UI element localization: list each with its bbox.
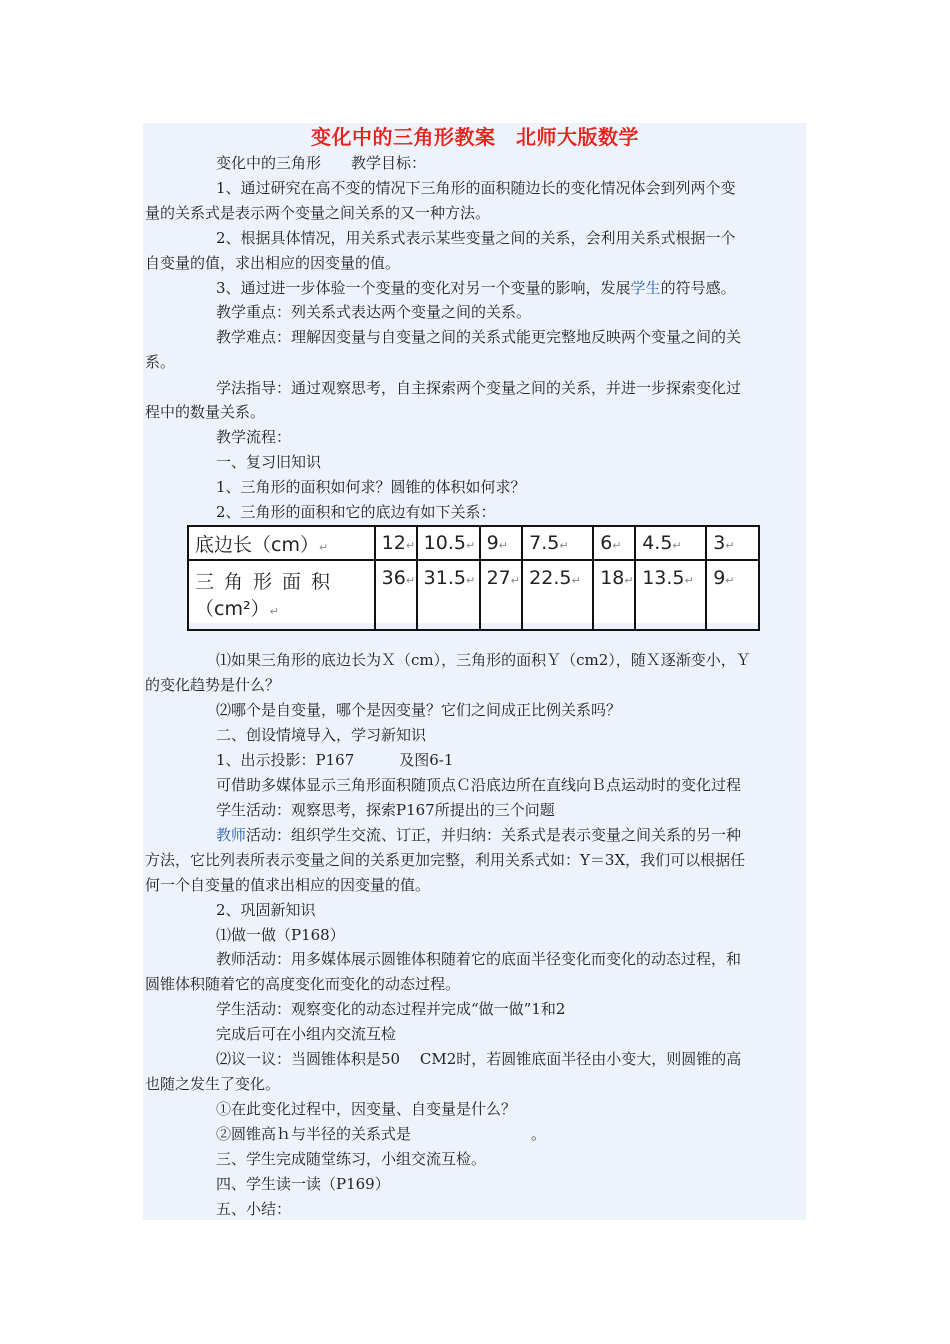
document-title: 变化中的三角形教案 北师大版数学 [311, 125, 639, 149]
paragraph-line: ⑵哪个是自变量，哪个是因变量？它们之间成正比例关系吗？ [216, 701, 622, 719]
paragraph-line: 一、复习旧知识 [216, 453, 322, 471]
table-cell: 12↵ [375, 526, 417, 560]
table-cell: 13.5↵ [635, 560, 706, 630]
paragraph-line: 2、三角形的面积和它的底边有如下关系： [216, 503, 496, 521]
student-link[interactable]: 学生 [630, 279, 661, 297]
paragraph-line: 方法，它比列表所表示变量之间的关系更加完整，利用关系式如：Y＝3X，我们可以根据任 [145, 851, 746, 869]
paragraph-line: 自变量的值，求出相应的因变量的值。 [145, 254, 401, 272]
table-cell: 6↵ [593, 526, 635, 560]
table-cell: 9↵ [706, 560, 759, 630]
table-cell: 9↵ [480, 526, 523, 560]
paragraph-line: 何一个自变量的值求出相应的因变量的值。 [145, 876, 431, 894]
paragraph-line: 变化中的三角形 教学目标： [216, 154, 427, 172]
teacher-link[interactable]: 教师 [216, 826, 247, 844]
table-row [188, 560, 759, 630]
paragraph-line: ⑴做一做（P168） [216, 926, 345, 944]
paragraph-line: 程中的数量关系。 [145, 403, 266, 421]
text-run: 活动：组织学生交流、订正，并归纳：关系式是表示变量之间关系的另一种 [246, 826, 742, 844]
table-cell: 22.5↵ [522, 560, 593, 630]
paragraph-line: 三、学生完成随堂练习，小组交流互检。 [216, 1150, 487, 1168]
paragraph-line: 二、创设情境导入，学习新知识 [216, 726, 427, 744]
paragraph-line: 2、巩固新知识 [216, 901, 316, 919]
paragraph-line: 学生活动：观察变化的动态过程并完成“做一做”1和2 [216, 1000, 566, 1018]
paragraph-line: 教学难点：理解因变量与自变量之间的关系式能更完整地反映两个变量之间的关 [216, 328, 742, 346]
paragraph-line: ⑵议一议：当圆锥体积是50 CM2时，若圆锥底面半径由小变大，则圆锥的高 [216, 1050, 742, 1068]
table-cell: 3↵ [706, 526, 759, 560]
paragraph-line [216, 276, 736, 301]
paragraph-line: 学生活动：观察思考，探索P167所提出的三个问题 [216, 801, 555, 819]
table-cell: 7.5↵ [522, 526, 593, 560]
paragraph-line: 圆锥体积随着它的高度变化而变化的动态过程。 [145, 975, 461, 993]
table-cell: 三角形面积 （cm²）↵ [188, 560, 375, 630]
paragraph-line: ②圆锥高ｈ与半径的关系式是 。 [216, 1125, 547, 1143]
table-row [188, 526, 759, 560]
paragraph-line: 教学重点：列关系式表达两个变量之间的关系。 [216, 303, 532, 321]
paragraph-line: 1、三角形的面积如何求？圆锥的体积如何求？ [216, 478, 526, 496]
paragraph-line: 学法指导：通过观察思考，自主探索两个变量之间的关系，并进一步探索变化过 [216, 379, 742, 397]
paragraph-line: 1、出示投影：P167 及图6-1 [216, 751, 454, 769]
text-run: 3、通过进一步体验一个变量的变化对另一个变量的影响，发展 [216, 279, 631, 297]
paragraph-line: 五、小结： [216, 1200, 292, 1218]
paragraph-line: 2、根据具体情况，用关系式表示某些变量之间的关系，会利用关系式根据一个 [216, 229, 736, 247]
triangle-area-table [187, 525, 760, 623]
paragraph-line: ⑴如果三角形的底边长为Ｘ（cm），三角形的面积Ｙ（cm2），随Ｘ逐渐变小，Ｙ [216, 651, 751, 669]
paragraph-line: 也随之发生了变化。 [145, 1075, 281, 1093]
paragraph-line: 四、学生读一读（P169） [216, 1175, 390, 1193]
paragraph-line: 1、通过研究在高不变的情况下三角形的面积随边长的变化情况体会到列两个变 [216, 179, 736, 197]
paragraph-line: 量的关系式是表示两个变量之间关系的又一种方法。 [145, 204, 491, 222]
paragraph-line: 完成后可在小组内交流互检 [216, 1025, 397, 1043]
paragraph-line: 教师活动：用多媒体展示圆锥体积随着它的底面半径变化而变化的动态过程，和 [216, 950, 742, 968]
paragraph-line: 系。 [145, 353, 176, 371]
table-cell: 27↵ [480, 560, 523, 630]
table-cell: 底边长（cm）↵ [188, 526, 375, 560]
table-cell: 4.5↵ [635, 526, 706, 560]
table-cell: 18↵ [593, 560, 635, 630]
paragraph-line: 的变化趋势是什么？ [145, 676, 281, 694]
table-cell: 36↵ [375, 560, 417, 630]
text-run: 的符号感。 [660, 279, 736, 297]
table-cell: 10.5↵ [417, 526, 480, 560]
paragraph-line: 教学流程： [216, 428, 292, 446]
paragraph-line: ①在此变化过程中，因变量、自变量是什么？ [216, 1100, 517, 1118]
paragraph-line [216, 823, 741, 848]
paragraph-line: 可借助多媒体显示三角形面积随顶点Ｃ沿底边所在直线向Ｂ点运动时的变化过程 [216, 776, 742, 794]
table-cell: 31.5↵ [417, 560, 480, 630]
